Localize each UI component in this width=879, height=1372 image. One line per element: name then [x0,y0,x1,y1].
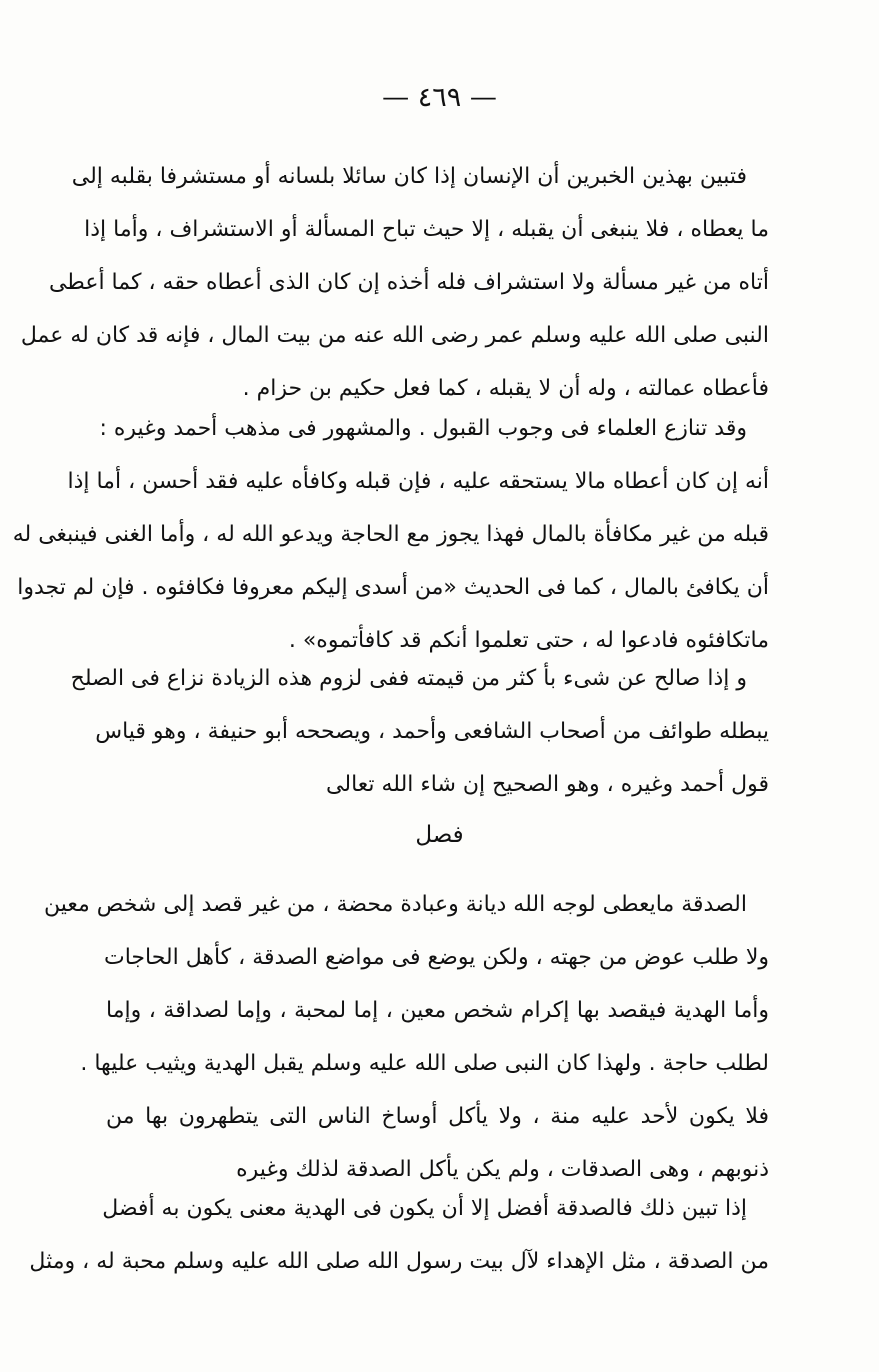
text-line: الصدقة مايعطى لوجه الله ديانة وعبادة محضة ، من غير قصد إلى شخص معين [43,892,747,917]
page-number: — ٤٦٩ — [382,82,497,113]
text-line: فلا يكون لأحد عليه منة ، ولا يأكل أوساخ الناس التى يتطهرون بها من [106,1104,769,1129]
text-line: ما يعطاه ، فلا ينبغى أن يقبله ، إلا حيث تباح المسألة أو الاستشراف ، وأما إذا [84,217,769,242]
text-line: أتاه من غير مسألة ولا استشراف فله أخذه إن كان الذى أعطاه حقه ، كما أعطى [48,270,769,295]
paragraph-5 [29,1182,769,1288]
text-line: ذنوبهم ، وهى الصدقات ، ولم يكن يأكل الصدقة لذلك وغيره [236,1157,769,1182]
text-line: لطلب حاجة . ولهذا كان النبى صلى الله عليه وسلم يقبل الهدية ويثيب عليها . [80,1051,769,1076]
paragraph-3 [70,652,769,811]
text-line: وأما الهدية فيقصد بها إكرام شخص معين ، إما لمحبة ، وإما لصداقة ، وإما [106,998,769,1023]
text-line: ولا طلب عوض من جهته ، ولكن يوضع فى مواضع الصدقة ، كأهل الحاجات [103,945,769,970]
text-line: النبى صلى الله عليه وسلم عمر رضى الله عنه من بيت المال ، فإنه قد كان له عمل [20,323,769,348]
text-line: أن يكافئ بالمال ، كما فى الحديث «من أسدى إليكم معروفا فكافئوه . فإن لم تجدوا [17,575,769,600]
text-line: أنه إن كان أعطاه مالا يستحقه عليه ، فإن قبله وكافأه عليه فقد أحسن ، أما إذا [67,469,769,494]
paragraph-1 [20,150,769,415]
text-line: قول أحمد وغيره ، وهو الصحيح إن شاء الله تعالى [326,772,769,797]
paragraph-4 [43,878,769,1196]
text-line: و إذا صالح عن شىء بأ كثر من قيمته ففى لزوم هذه الزيادة نزاع فى الصلح [70,666,747,691]
text-line: فأعطاه عمالته ، وله أن لا يقبله ، كما فعل حكيم بن حزام . [242,376,769,401]
text-line: إذا تبين ذلك فالصدقة أفضل إلا أن يكون فى الهدية معنى يكون به أفضل [102,1196,747,1221]
text-line: وقد تنازع العلماء فى وجوب القبول . والمشهور فى مذهب أحمد وغيره : [99,416,747,441]
text-line: ماتكافئوه فادعوا له ، حتى تعلموا أنكم قد كافأتموه» . [288,628,769,653]
text-line: فتبين بهذين الخبرين أن الإنسان إذا كان سائلا بلسانه أو مستشرفا بقلبه إلى [71,164,747,189]
text-line: يبطله طوائف من أصحاب الشافعى وأحمد ، ويصححه أبو حنيفة ، وهو قياس [95,719,769,744]
text-line: قبله من غير مكافأة بالمال فهذا يجوز مع الحاجة ويدعو الله له ، وأما الغنى فينبغى له [12,522,769,547]
paragraph-2 [12,402,769,667]
text-line: من الصدقة ، مثل الإهداء لآل بيت رسول الله صلى الله عليه وسلم محبة له ، ومثل [29,1249,769,1274]
section-heading: فصل [415,822,464,848]
